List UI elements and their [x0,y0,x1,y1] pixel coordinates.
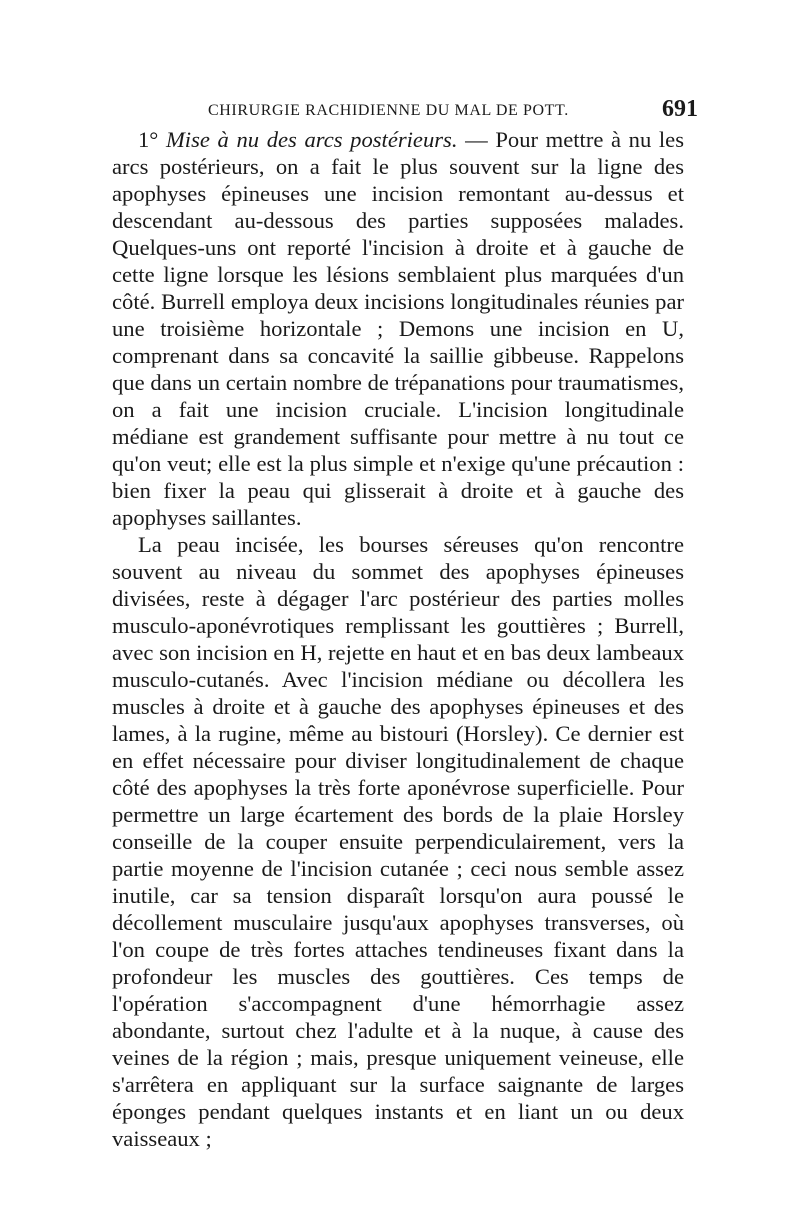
section-label: Mise à nu des arcs postérieurs. [165,127,458,152]
paragraph-2-text: La peau incisée, les bourses séreuses qu'on rencontre souvent au niveau du sommet des apophyses épineuses divisées, reste à dégager l'arc postérieur des parties molles musculo-aponévrotiques remplissant les gouttières ; Burrell, avec son incision en H, rejette en haut et en bas deux lambeaux musculo-cutanés. Avec l'incision médiane ou décollera les muscles à droite et à gauche des apophyses épineuses et des lames, à la rugine, même au bistouri (Horsley). Ce dernier est en effet nécessaire pour diviser longitudinalement de chaque côté des apophyses la très forte aponévrose superficielle. Pour permettre un large écartement des bords de la plaie Horsley conseille de la couper ensuite perpendiculairement, vers la partie moyenne de l'incision cutanée ; ceci nous semble assez inutile, car sa tension disparaît lorsqu'on aura poussé le décollement musculaire jusqu'aux apophyses transverses, où l'on coupe de très fortes attaches tendineuses fixant dans la profondeur les muscles des gouttières. Ces temps de l'opération s'accompagnent d'une hémorrhagie assez abondante, surtout chez l'adulte et à la nuque, à cause des veines de la région ; mais, presque uniquement veineuse, elle s'arrêtera en appliquant sur la surface saignante de larges éponges pendant quelques instants et en liant un ou deux vaisseaux ; [112,532,684,1151]
section-number: 1° [138,127,159,152]
paragraph-1-text: — Pour mettre à nu les arcs postérieurs, on a fait le plus souvent sur la ligne des apophyses épineuses une incision remontant au-dessus et descendant au-dessous des parties supposées malades. Quelques-uns ont reporté l'incision à droite et à gauche de cette ligne lorsque les lésions semblaient plus marquées d'un côté. Burrell employa deux incisions longitudinales réunies par une troisième horizontale ; Demons une incision en U, comprenant dans sa concavité la saillie gibbeuse. Rappelons que dans un certain nombre de trépanations pour traumatismes, on a fait une incision cruciale. L'incision longitudinale médiane est grandement suffisante pour mettre à nu tout ce qu'on veut; elle est la plus simple et n'exige qu'une précaution : bien fixer la peau qui glisserait à droite et à gauche des apophyses saillantes. [112,127,685,530]
paragraph-2 [112,531,684,1152]
running-head [112,96,698,126]
running-title: CHIRURGIE RACHIDIENNE DU MAL DE POTT. [208,102,569,119]
book-page [112,96,698,1152]
paragraph-1 [112,126,684,531]
page-number: 691 [662,96,698,122]
